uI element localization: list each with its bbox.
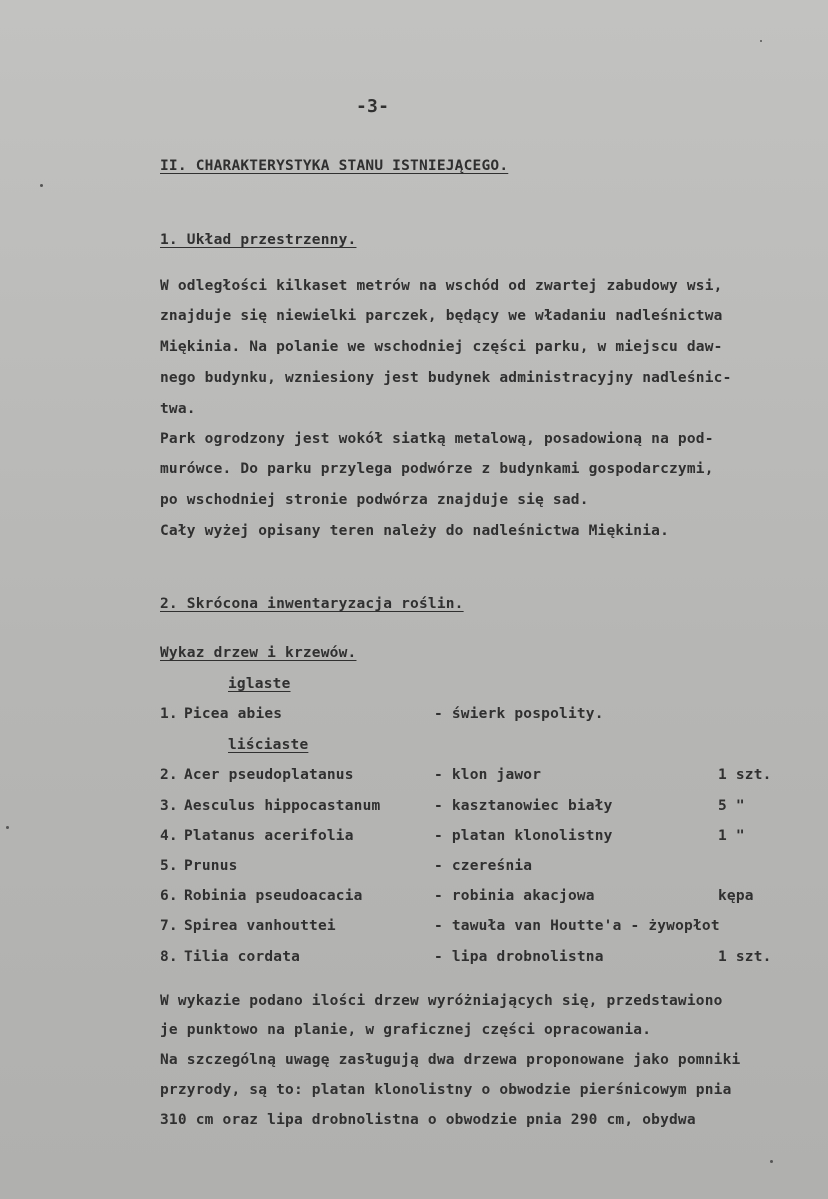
list-item-qty: 1 " xyxy=(718,828,745,844)
section-1-title: 1. Układ przestrzenny. xyxy=(160,232,357,248)
list-item-latin: Tilia cordata xyxy=(184,949,301,965)
closing-line: W wykazie podano ilości drzew wyróżniających się, przedstawiono xyxy=(160,993,723,1009)
paragraph-line: znajduje się niewielki parczek, będący we władaniu nadleśnictwa xyxy=(160,308,723,324)
list-item-number: 3. xyxy=(160,798,178,814)
page-number: -3- xyxy=(356,96,390,117)
paper-speck xyxy=(40,184,43,187)
list-item-number: 2. xyxy=(160,767,178,783)
closing-line: je punktowo na planie, w graficznej części opracowania. xyxy=(160,1022,652,1038)
list-item-number: 7. xyxy=(160,918,178,934)
section-2-title xyxy=(160,596,464,612)
list-item-qty: 1 szt. xyxy=(718,949,772,965)
group-conifers: iglaste xyxy=(228,676,291,692)
list-item-polish: - tawuła van Houtte'a - żywopłot xyxy=(434,918,720,934)
paragraph-line: murówce. Do parku przylega podwórze z budynkami gospodarczymi, xyxy=(160,461,714,477)
section-2-title-text: 2. Skrócona inwentaryzacja roślin. xyxy=(160,596,464,612)
list-item-number: 8. xyxy=(160,949,178,965)
paper-speck xyxy=(760,40,762,42)
group-deciduous: liściaste xyxy=(228,737,309,753)
list-item-latin: Prunus xyxy=(184,858,238,874)
list-item-number: 6. xyxy=(160,888,178,904)
list-item-qty: kępa xyxy=(718,888,754,904)
closing-line: przyrody, są to: platan klonolistny o obwodzie pierśnicowym pnia xyxy=(160,1082,732,1098)
list-item-number: 1. xyxy=(160,706,178,722)
list-item-number: 5. xyxy=(160,858,178,874)
list-item-latin: Acer pseudoplatanus xyxy=(184,767,354,783)
paper-speck xyxy=(6,826,9,829)
paper-speck xyxy=(770,1160,773,1163)
paragraph-line: po wschodniej stronie podwórza znajduje się sad. xyxy=(160,492,589,508)
list-item-polish: - klon jawor xyxy=(434,767,542,783)
paragraph-line: W odległości kilkaset metrów na wschód od zwartej zabudowy wsi, xyxy=(160,278,723,294)
list-item-latin: Robinia pseudoacacia xyxy=(184,888,363,904)
list-item-qty: 5 " xyxy=(718,798,745,814)
list-item-polish: - czereśnia xyxy=(434,858,533,874)
list-item-polish: - świerk pospolity. xyxy=(434,706,604,722)
list-item-latin: Spirea vanhouttei xyxy=(184,918,336,934)
closing-line: Na szczególną uwagę zasługują dwa drzewa proponowane jako pomniki xyxy=(160,1052,741,1068)
list-item-number: 4. xyxy=(160,828,178,844)
paragraph-line: Park ogrodzony jest wokół siatką metalową, posadowioną na pod- xyxy=(160,431,714,447)
paragraph-line: Miękinia. Na polanie we wschodniej części parku, w miejscu daw- xyxy=(160,339,723,355)
closing-line: 310 cm oraz lipa drobnolistna o obwodzie pnia 290 cm, obydwa xyxy=(160,1112,696,1128)
paragraph-line: nego budynku, wzniesiony jest budynek administracyjny nadleśnic- xyxy=(160,370,732,386)
list-item-polish: - platan klonolistny xyxy=(434,828,613,844)
list-item-latin: Picea abies xyxy=(184,706,283,722)
list-item-polish: - kasztanowiec biały xyxy=(434,798,613,814)
list-item-polish: - robinia akacjowa xyxy=(434,888,595,904)
list-item-polish: - lipa drobnolistna xyxy=(434,949,604,965)
list-title: Wykaz drzew i krzewów. xyxy=(160,645,357,661)
list-item-latin: Aesculus hippocastanum xyxy=(184,798,381,814)
list-item-qty: 1 szt. xyxy=(718,767,772,783)
chapter-heading: II. CHARAKTERYSTYKA STANU ISTNIEJĄCEGO. xyxy=(160,158,509,174)
list-item-latin: Platanus acerifolia xyxy=(184,828,354,844)
paragraph-line: Cały wyżej opisany teren należy do nadleśnictwa Miękinia. xyxy=(160,523,669,539)
paragraph-line: twa. xyxy=(160,401,196,417)
